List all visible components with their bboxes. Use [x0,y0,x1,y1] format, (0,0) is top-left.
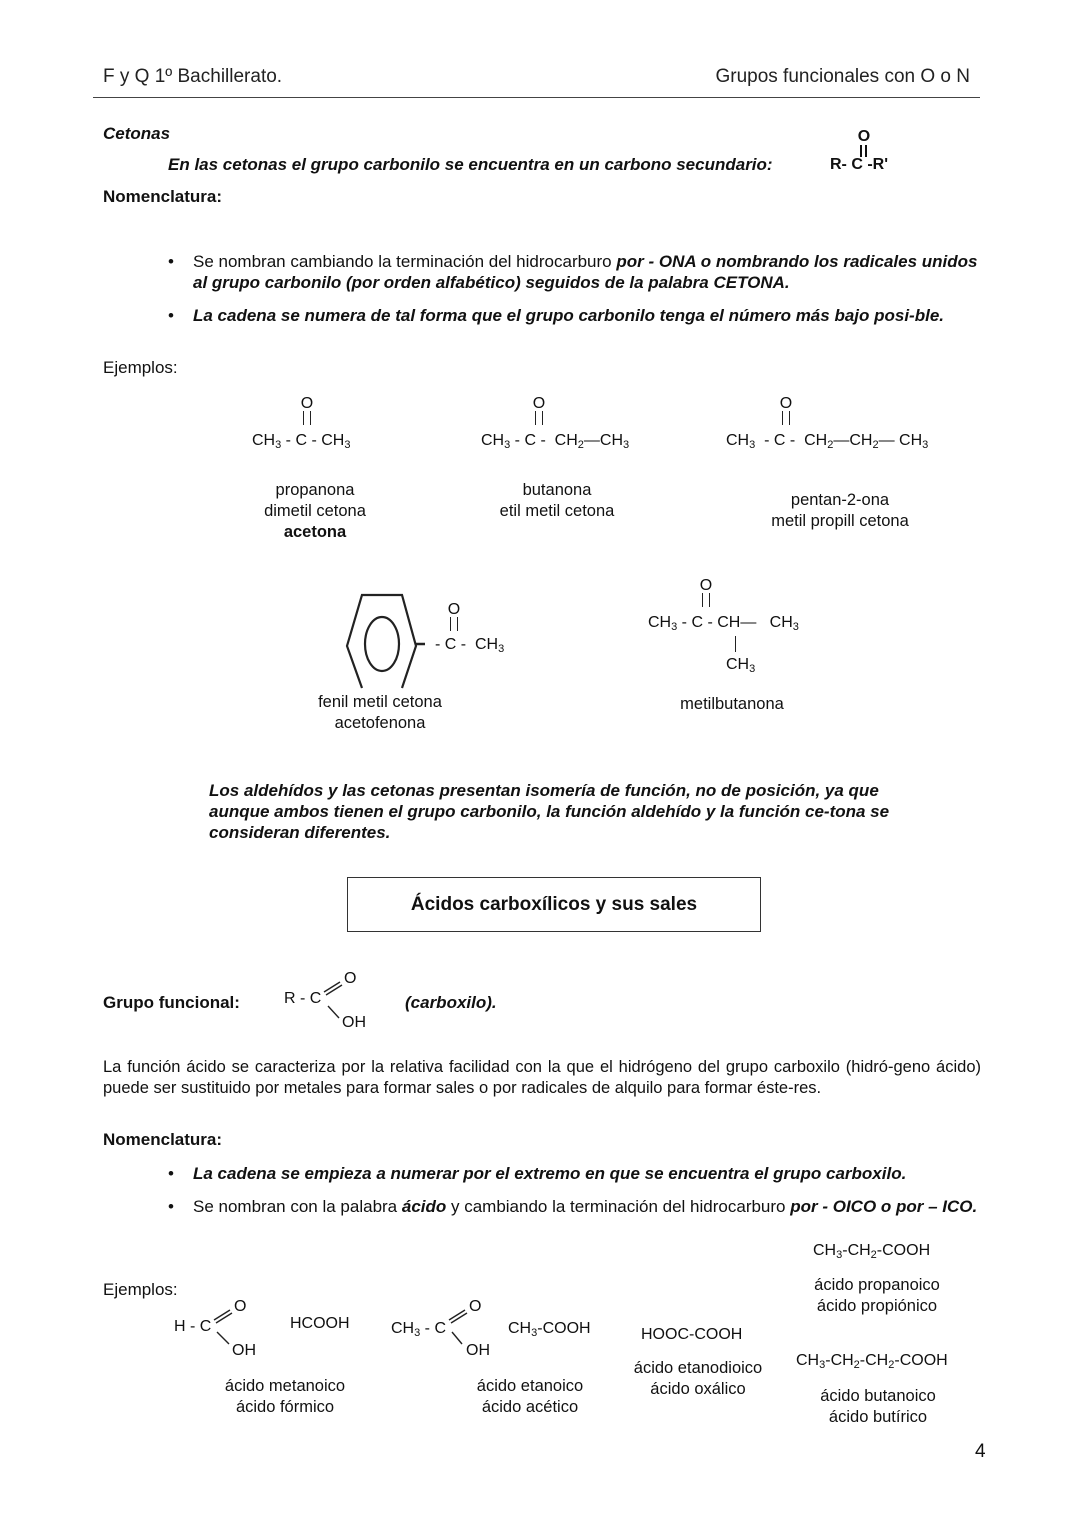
caption-propanoico [792,1275,962,1317]
name-line: pentan-2-ona [790,491,890,509]
carboxyl-oh: OH [342,1014,366,1031]
formula-metilbutanona: $CH_3$ - C - CH— $CH_3$ [648,614,799,633]
formula-propanoico: $CH_3-CH_2$-COOH [813,1242,931,1261]
caption-butanoico [793,1386,963,1428]
bullet-emphasis: ácido [401,1197,447,1216]
section-title-acidos: Ácidos carboxílicos y sus sales [347,877,761,932]
carboxyl-oh: OH [466,1342,490,1359]
name-line: ácido butírico [828,1408,928,1426]
formula-propanona: $CH_3$ - C - $CH_3$ [252,432,351,451]
caption-acetofenona [300,692,460,734]
cetonas-bullet-2 [168,305,978,326]
formula-h-c: H - C [174,1318,212,1335]
formula-butanona: $CH_3$ - C - $CH_2—CH_3$ [481,432,630,451]
formula-hooc-cooh: HOOC-COOH [641,1326,743,1343]
carboxyl-oxygen: O [234,1298,247,1315]
ejemplos-label-cetonas: Ejemplos: [103,358,178,377]
caption-pentan-2-ona [750,490,930,532]
header-left: F y Q 1º Bachillerato. [103,66,283,87]
bullet-text: y cambiando la terminación del hidrocarburo [446,1197,791,1216]
carboxyl-oxygen: O [344,970,357,987]
carbonyl-oxygen: O [443,604,465,631]
name-line: dimetil cetona [264,502,366,520]
formula-ch3-c: $CH_3$ - C [391,1320,447,1339]
name-line: ácido propanoico [814,1276,940,1294]
carboxyl-oh: OH [232,1342,256,1359]
acidos-bullet-2 [168,1196,983,1217]
header-right: Grupos funcionales con O o N [715,66,970,87]
formula-methyl-branch: $CH_3$ [726,656,756,675]
bullet-icon: • [168,1197,174,1216]
name-line: ácido butanoico [820,1387,936,1405]
name-line: ácido acético [481,1398,579,1416]
ketone-general-formula [830,130,900,172]
bullet-icon: • [168,252,174,271]
name-line: ácido etanoico [476,1377,584,1395]
bullet-emphasis: La cadena se empieza a numerar por el extremo en que se encuentra el grupo carboxilo. [193,1164,907,1183]
bullet-emphasis: por - OICO o por – ICO. [790,1197,978,1216]
header-divider [93,97,980,98]
formula-ch3cooh: $CH_3$-COOH [508,1320,591,1339]
grupo-funcional-label: Grupo funcional: [103,993,240,1012]
carboxyl-oxygen: O [469,1298,482,1315]
nomenclatura-label-cetonas: Nomenclatura: [103,187,223,206]
name-line: ácido metanoico [224,1377,346,1395]
structure-acetofenona [340,592,505,697]
caption-oxalico [613,1358,783,1400]
formula-hcooh: HCOOH [290,1315,350,1332]
bullet-icon: • [168,1164,174,1183]
bullet-emphasis: La cadena se numera de tal forma que el grupo carbonilo tenga el número más bajo posi-ble. [193,306,945,325]
bullet-text: Se nombran cambiando la terminación del hidrocarburo [193,252,617,271]
bullet-text: Se nombran con la palabra [193,1197,402,1216]
benzene-ring-icon [340,592,420,692]
name-line: ácido propiónico [816,1297,938,1315]
grupo-funcional-name: (carboxilo). [405,993,497,1012]
formula-acetofenona: - C - $CH_3$ [435,636,505,655]
name-line: butanona [522,481,592,499]
name-line: etil metil cetona [499,502,615,520]
page-number: 4 [975,1441,986,1462]
name-line: ácido oxálico [650,1380,746,1398]
name-line: metil propill cetona [771,512,909,530]
cetonas-intro: En las cetonas el grupo carbonilo se encuentra en un carbono secundario: [168,155,773,174]
formula-pentan-2-ona: $CH_3$ - C - $CH_2—CH_2—$ $CH_3$ [726,432,929,451]
ejemplos-label-acidos: Ejemplos: [103,1280,178,1299]
carbonyl-oxygen: O [296,398,318,425]
carbonyl-oxygen: O [775,398,797,425]
name-line: acetofenona [334,714,426,732]
cetonas-bullet-1 [168,251,978,293]
isomeria-note: Los aldehídos y las cetonas presentan isomería de función, no de posición, ya que aunque ambos tienen el grupo carbonilo, la función aldehído y la función ce-tona se consideran diferentes. [209,781,890,842]
carbonyl-oxygen: O [528,398,550,425]
caption-metilbutanona [652,694,812,715]
section-title-cetonas: Cetonas [103,124,171,143]
formula-chain: R- C -R' [830,156,889,173]
bullet-icon: • [168,306,174,325]
name-line: ácido fórmico [235,1398,335,1416]
name-line: metilbutanona [680,695,784,713]
name-line-bold: acetona [283,523,347,541]
name-line: fenil metil cetona [318,693,442,711]
carbonyl-oxygen: O [695,580,717,607]
caption-metanoico [200,1376,370,1418]
carboxyl-r-c: R - C [284,990,322,1007]
bullet-emphasis: por - ONA o nombrando los radicales unidos al grupo carbonilo (por orden alfabético) seguidos de la palabra CETONA. [193,252,978,292]
name-line: ácido etanodioico [633,1359,763,1377]
formula-butanoico: $CH_3-CH_2-CH_2$-COOH [796,1352,948,1371]
caption-butanona [477,480,637,522]
acidos-bullet-1 [168,1163,983,1184]
branch-bond [735,636,736,652]
name-line: propanona [275,481,355,499]
formula-oxygen: O [857,128,871,145]
caption-etanoico [445,1376,615,1418]
nomenclatura-label-acidos: Nomenclatura: [103,1130,223,1149]
caption-propanona [235,480,395,543]
acidos-description: La función ácido se caracteriza por la relativa facilidad con la que el hidrógeno del grupo carboxilo (hidró-geno ácido) puede ser sustituido por metales para formar sales o por radicales de alquilo para formar éste-res. [103,1058,981,1097]
